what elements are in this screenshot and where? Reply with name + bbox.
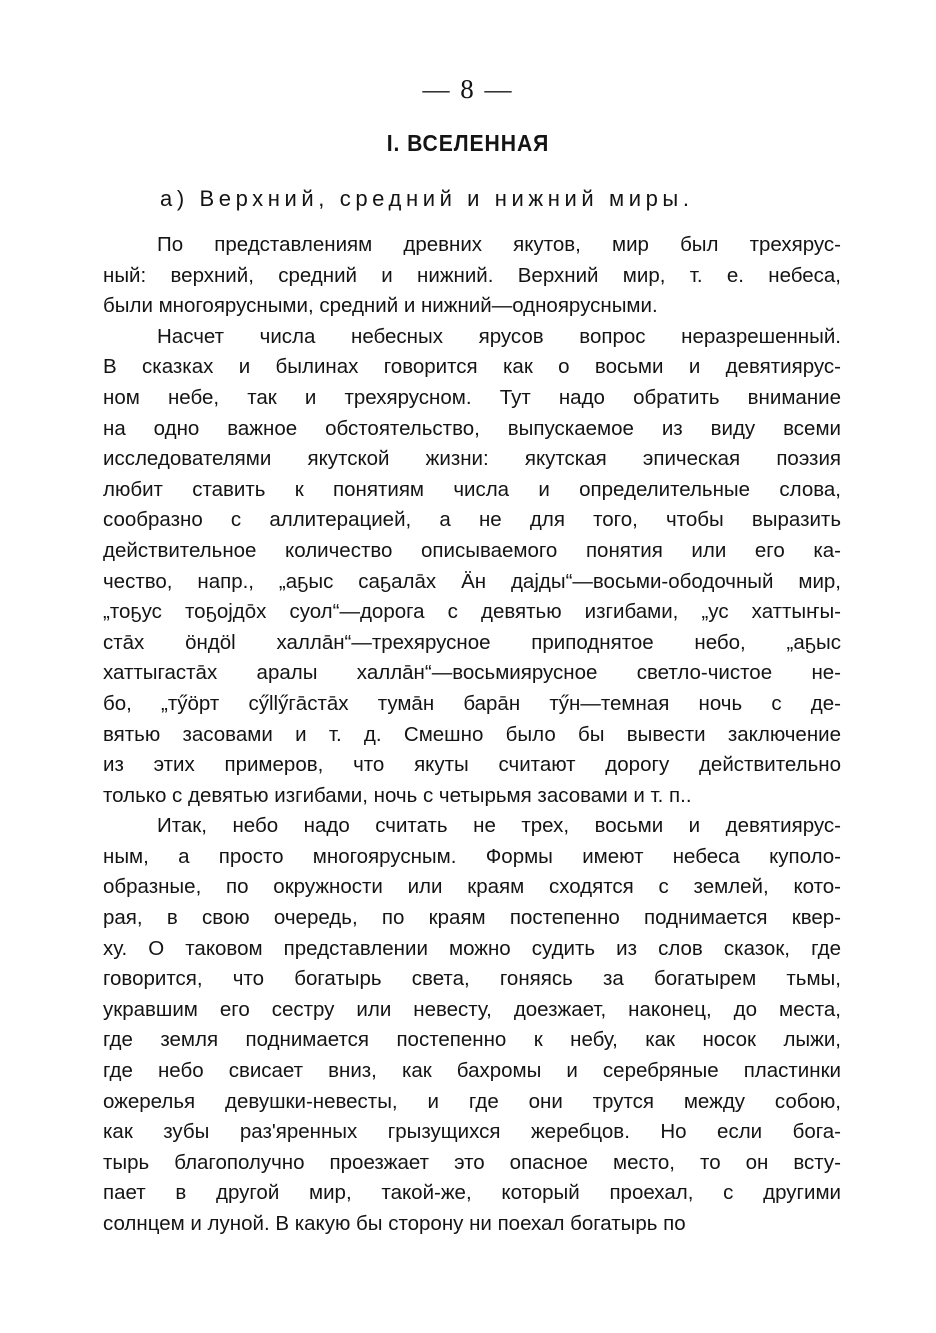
paragraph — [103, 322, 841, 812]
text-line: тырь благополучно проезжает это опасное место, то он всту- — [103, 1150, 841, 1174]
text-line: ный: верхний, средний и нижний. Верхний мир, т. е. небеса, — [103, 263, 841, 287]
text-line: сообразно с аллитерацией, а не для того, чтобы выразить — [103, 508, 841, 532]
text-line: хаттыгастāх аралы халлāн“—восьмиярусное светло-чистое не- — [103, 661, 841, 685]
text-line: рая, в свою очередь, по краям постепенно поднимается квер- — [103, 906, 841, 930]
text-line: пает в другой мир, такой-же, который проехал, с другими — [103, 1181, 841, 1205]
paragraph — [103, 811, 841, 1239]
text-line: „тоҕус тоҕојдōх суол“—дорога с девятью изгибами, „ус хаттыҥы- — [103, 600, 841, 624]
text-line: где земля поднимается постепенно к небу, как носок лыжи, — [103, 1028, 841, 1052]
text-line: где небо свисает вниз, как бахромы и серебряные пластинки — [103, 1059, 841, 1083]
text-line: ху. О таковом представлении можно судить из слов сказок, где — [103, 936, 841, 960]
text-line: ным, а просто многоярусным. Формы имеют небеса куполо- — [103, 844, 841, 868]
text-line: действительное количество описываемого понятия или его ка- — [103, 538, 841, 562]
body-text — [103, 230, 841, 1240]
text-line: исследователями якутской жизни: якутская эпическая поэзия — [103, 447, 841, 471]
text-line: стāх ӧндӧl халлāн“—трехярусное приподнятое небо, „аҕыс — [103, 630, 841, 654]
text-line: чество, напр., „аҕыс саҕалāх Ӓн дајды“—восьми-ободочный мир, — [103, 569, 841, 593]
text-line: В сказках и былинах говорится как о восьми и девятиярус- — [103, 355, 841, 379]
text-line: вятью засовами и т. д. Смешно было бы вывести заключение — [103, 722, 841, 746]
text-line: только с девятью изгибами, ночь с четырьмя засовами и т. п.. — [103, 783, 692, 807]
text-line: образные, по окружности или краям сходятся с землей, кото- — [103, 875, 841, 899]
text-line: По представлениям древних якутов, мир был трехярус- — [157, 233, 841, 256]
text-line: были многоярусными, средний и нижний—одноярусными. — [103, 294, 658, 318]
text-line: из этих примеров, что якуты считают дорогу действительно — [103, 753, 841, 777]
text-line: как зубы раз'яренных грызущихся жеребцов. Но если бога- — [103, 1120, 841, 1144]
chapter-title: I. ВСЕЛЕННАЯ — [386, 130, 550, 156]
text-line: ожерелья девушки-невесты, и где они трутся между собою, — [103, 1089, 841, 1113]
text-line: укравшим его сестру или невесту, доезжает, наконец, до места, — [103, 997, 841, 1021]
page-number: — 8 — — [422, 74, 514, 104]
text-line: солнцем и луной. В какую бы сторону ни поехал богатырь по — [103, 1212, 686, 1235]
paragraph — [103, 230, 841, 322]
text-line: Итак, небо надо считать не трех, восьми и девятиярус- — [157, 814, 841, 838]
section-title: а) Верхний, средний и нижний миры. — [160, 186, 694, 211]
text-line: бо, „тӳӧрт сӳllӳгāстāх тумāн барāн тӳн—темная ночь с де- — [103, 691, 841, 715]
text-line: на одно важное обстоятельство, выпускаемое из виду всеми — [103, 416, 841, 440]
text-line: говорится, что богатырь света, гоняясь за богатырем тьмы, — [103, 967, 841, 991]
text-line: Насчет числа небесных ярусов вопрос неразрешенный. — [157, 324, 841, 348]
text-line: любит ставить к понятиям числа и определительные слова, — [103, 477, 841, 501]
text-line: ном небе, так и трехярусном. Тут надо обратить внимание — [103, 385, 841, 409]
